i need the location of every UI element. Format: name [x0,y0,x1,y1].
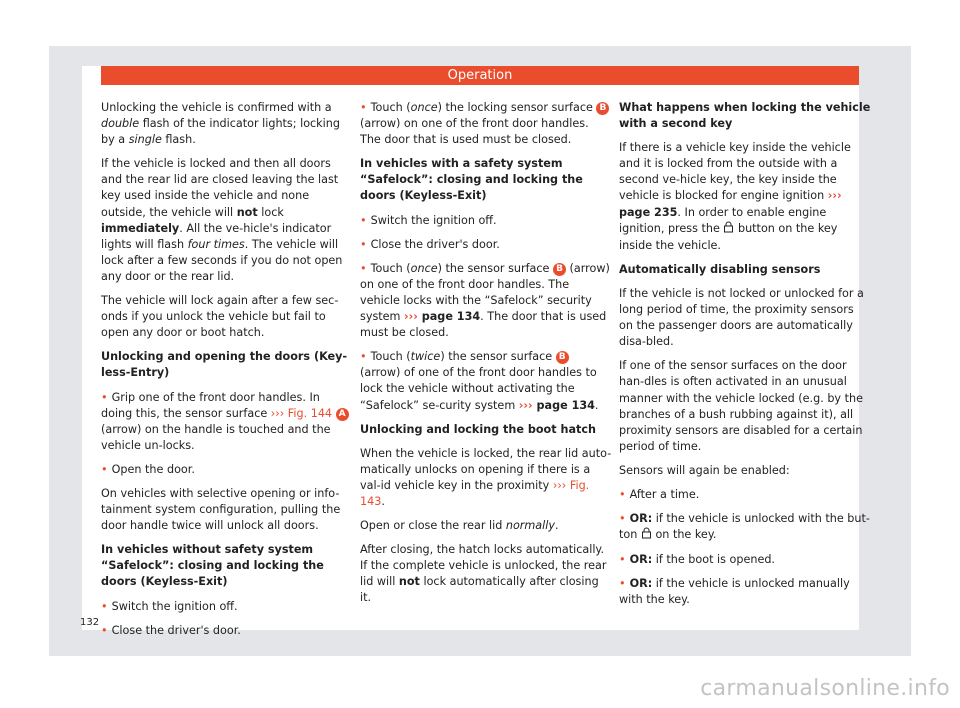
callout-badge-b: B [556,351,569,364]
bullet-item: • Open the door. [101,462,195,476]
paragraph: After closing, the hatch locks automatically. If the complete vehicle is unlocked, the rear lid will not lock automatically after closing it. [360,543,607,605]
bullet-item: • After a time. [619,487,700,501]
column-1 [101,100,353,647]
bullet-dot-icon: • [101,390,108,404]
subheading: Automatically disabling sensors [619,262,821,276]
bullet-dot-icon: • [360,213,367,227]
bullet-dot-icon: • [101,623,108,637]
paragraph: If one of the sensor surfaces on the door han-dles is often activated in an unusual manner with the vehicle locked (e.g. by the branches of a bush rubbing against it), all proximity sensors are disabled for a certain period of time. [619,359,863,453]
bullet-item: • Switch the ignition off. [101,599,238,613]
subheading: Unlocking and locking the boot hatch [360,422,596,436]
bullet-item: • Touch (twice) the sensor surface B (arrow) of one of the front door handles to lock the vehicle without activating the “Safelock” se-curity system ››› page 134. [360,350,599,412]
chevron-triple-icon: ››› [827,189,842,203]
bullet-dot-icon: • [101,462,108,476]
bullet-item: • Grip one of the front door handles. In doing this, the sensor surface ››› Fig. 144 A (arrow) on the handle is touched and the vehicle un-locks. [101,390,353,454]
chevron-triple-icon: ››› [270,406,285,420]
paragraph: When the vehicle is locked, the rear lid auto-matically unlocks on opening if there is a val-id vehicle key in the proximity ››› Fig. 143. [360,446,612,508]
subheading: In vehicles without safety system “Safelock”: closing and locking the doors (Keyless-Exit) [101,543,324,589]
paragraph: The vehicle will lock again after a few sec-onds if you unlock the vehicle but fail to open any door or boot hatch. [101,294,339,340]
page-link[interactable]: page 134 [417,310,481,324]
bullet-item: • Close the driver's door. [101,623,241,637]
bullet-item: • OR: if the boot is opened. [619,553,775,567]
paragraph: If the vehicle is not locked or unlocked for a long period of time, the proximity sensors on the passenger doors are automatically disa-bled. [619,286,864,349]
bullet-dot-icon: • [360,261,367,275]
callout-badge-a: A [336,408,349,421]
column-2 [360,100,612,615]
page-number: 132 [80,617,100,628]
watermark-text: carmanualsonline.info [700,676,950,701]
bullet-dot-icon: • [360,237,367,251]
bullet-item: • Touch (once) the sensor surface B (arrow) on one of the front door handles. The vehicle locks with the “Safelock” security system ››› page 134. The door that is used must be closed. [360,261,610,340]
section-header [101,66,859,85]
bullet-item: • Touch (once) the locking sensor surface B (arrow) on one of the front door handles. The door that is used must be closed. [360,100,612,148]
paragraph: If there is a vehicle key inside the vehicle and it is locked from the outside with a second ve-hicle key, the key inside the vehicle is blocked for engine ignition ››› page 235. In order to enable engine ignition, press the button on the key inside the vehicle. [619,141,851,252]
paragraph: Sensors will again be enabled: [619,463,790,477]
subheading: What happens when locking the vehicle with a second key [619,101,871,131]
lock-icon [641,527,652,544]
bullet-dot-icon: • [619,577,626,591]
paragraph: Open or close the rear lid normally. [360,519,559,533]
figure-link[interactable]: Fig. 144 [284,406,336,420]
bullet-dot-icon: • [101,599,108,613]
page-link[interactable]: page 134 [532,398,595,412]
bullet-item: • OR: if the vehicle is unlocked manually with the key. [619,577,850,607]
column-3 [619,100,871,617]
subheading: In vehicles with a safety system “Safelock”: closing and locking the doors (Keyless-Exit) [360,157,583,203]
lock-icon [723,221,734,238]
paragraph: On vehicles with selective opening or info-tainment system configuration, pulling the door handle twice will unlock all doors. [101,486,341,533]
bullet-item: • OR: if the vehicle is unlocked with the but-ton on the key. [619,511,871,544]
page-link[interactable]: page 235 [619,205,678,219]
chevron-triple-icon: ››› [404,310,418,324]
subheading: Unlocking and opening the doors (Key-less-Entry) [101,350,348,380]
paragraph: Unlocking the vehicle is confirmed with a double flash of the indicator lights; locking by a single flash. [101,101,340,147]
bullet-dot-icon: • [619,553,626,567]
callout-badge-b: B [596,102,609,115]
bullet-dot-icon: • [360,350,367,364]
bullet-dot-icon: • [619,487,626,501]
bullet-dot-icon: • [619,512,626,526]
chevron-triple-icon: ››› [518,398,533,412]
bullet-dot-icon: • [360,101,367,114]
paragraph: If the vehicle is locked and then all doors and the rear lid are closed leaving the last key used inside the vehicle and none outside, the vehicle will not lock immediately. All the ve-hicle's indicator lights will flash four times. The vehicle will lock after a few seconds if you do not open any door or the rear lid. [101,157,343,283]
section-title: Operation [447,68,513,83]
chevron-triple-icon: ››› [552,478,567,492]
callout-badge-b: B [553,263,566,276]
bullet-item: • Switch the ignition off. [360,213,497,227]
bullet-item: • Close the driver's door. [360,237,500,251]
figure-link[interactable]: Fig. 143 [360,478,590,508]
